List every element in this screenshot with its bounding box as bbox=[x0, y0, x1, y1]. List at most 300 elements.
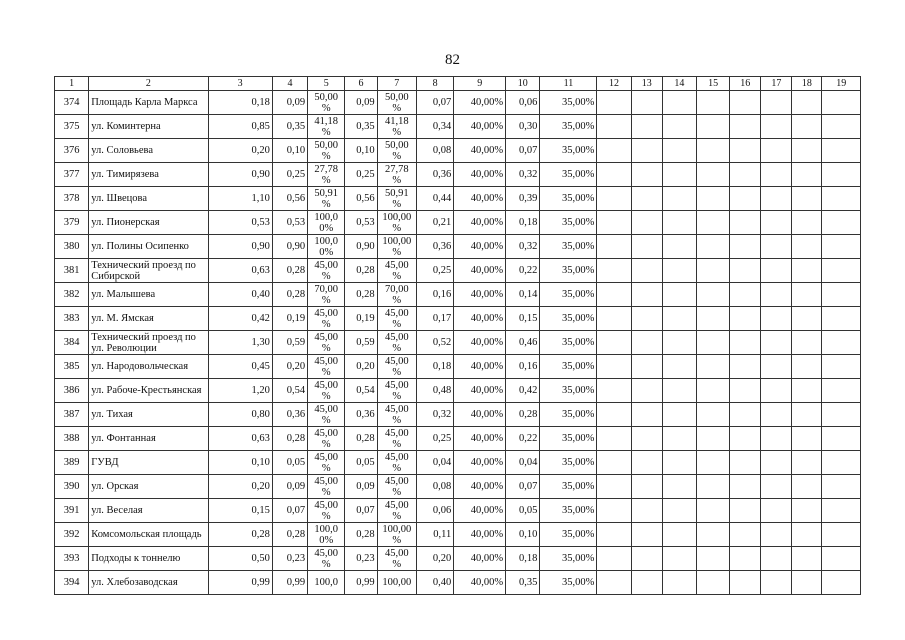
empty-cell bbox=[730, 475, 761, 499]
empty-cell bbox=[761, 139, 792, 163]
table-row bbox=[55, 523, 861, 547]
table-row bbox=[55, 403, 861, 427]
empty-cell bbox=[792, 283, 822, 307]
empty-cell bbox=[822, 475, 861, 499]
table-cell: ГУВД bbox=[89, 451, 208, 475]
table-cell: Подходы к тоннелю bbox=[89, 547, 208, 571]
table-cell: 389 bbox=[55, 451, 89, 475]
column-header: 14 bbox=[662, 77, 696, 91]
table-row bbox=[55, 571, 861, 595]
empty-cell bbox=[792, 235, 822, 259]
table-cell: 0,59 bbox=[345, 331, 377, 355]
table-cell: 45,00 % bbox=[308, 259, 345, 283]
table-cell: 0,09 bbox=[272, 475, 307, 499]
table-row bbox=[55, 235, 861, 259]
empty-cell bbox=[631, 523, 662, 547]
table-cell: 0,90 bbox=[208, 163, 272, 187]
table-cell: 0,40 bbox=[208, 283, 272, 307]
empty-cell bbox=[761, 211, 792, 235]
table-cell: 45,00 % bbox=[377, 331, 416, 355]
table-cell: 0,07 bbox=[506, 475, 540, 499]
table-cell: 387 bbox=[55, 403, 89, 427]
table-row bbox=[55, 283, 861, 307]
table-cell: ул. Тимирязева bbox=[89, 163, 208, 187]
empty-cell bbox=[822, 115, 861, 139]
table-cell: 100,00 % bbox=[377, 235, 416, 259]
table-cell: 45,00 % bbox=[377, 379, 416, 403]
empty-cell bbox=[597, 475, 631, 499]
table-cell: 0,54 bbox=[272, 379, 307, 403]
empty-cell bbox=[730, 187, 761, 211]
empty-cell bbox=[696, 139, 729, 163]
empty-cell bbox=[822, 451, 861, 475]
table-cell: 35,00% bbox=[540, 379, 597, 403]
table-row bbox=[55, 331, 861, 355]
table-cell: 0,99 bbox=[208, 571, 272, 595]
empty-cell bbox=[792, 91, 822, 115]
table-cell: 45,00 % bbox=[308, 331, 345, 355]
table-cell: 390 bbox=[55, 475, 89, 499]
table-cell: 40,00% bbox=[454, 235, 506, 259]
empty-cell bbox=[696, 187, 729, 211]
column-header: 5 bbox=[308, 77, 345, 91]
empty-cell bbox=[662, 211, 696, 235]
empty-cell bbox=[631, 475, 662, 499]
empty-cell bbox=[597, 91, 631, 115]
empty-cell bbox=[730, 91, 761, 115]
table-cell: 0,11 bbox=[416, 523, 453, 547]
table-cell: 100,00 bbox=[377, 571, 416, 595]
table-cell: 45,00 % bbox=[377, 403, 416, 427]
column-header: 1 bbox=[55, 77, 89, 91]
column-header: 3 bbox=[208, 77, 272, 91]
empty-cell bbox=[730, 403, 761, 427]
empty-cell bbox=[597, 283, 631, 307]
table-cell: 1,20 bbox=[208, 379, 272, 403]
empty-cell bbox=[822, 379, 861, 403]
table-cell: 0,53 bbox=[345, 211, 377, 235]
empty-cell bbox=[696, 475, 729, 499]
table-cell: Технический проезд по Сибирской bbox=[89, 259, 208, 283]
table-cell: 0,16 bbox=[416, 283, 453, 307]
table-cell: 382 bbox=[55, 283, 89, 307]
empty-cell bbox=[696, 379, 729, 403]
table-cell: 35,00% bbox=[540, 211, 597, 235]
empty-cell bbox=[597, 211, 631, 235]
table-cell: 0,90 bbox=[345, 235, 377, 259]
empty-cell bbox=[792, 523, 822, 547]
empty-cell bbox=[761, 187, 792, 211]
table-cell: 50,91 % bbox=[308, 187, 345, 211]
table-cell: ул. Малышева bbox=[89, 283, 208, 307]
empty-cell bbox=[730, 499, 761, 523]
table-cell: 40,00% bbox=[454, 427, 506, 451]
empty-cell bbox=[761, 331, 792, 355]
table-cell: 0,28 bbox=[345, 283, 377, 307]
empty-cell bbox=[631, 379, 662, 403]
table-cell: 0,25 bbox=[345, 163, 377, 187]
table-row bbox=[55, 379, 861, 403]
table-cell: 0,36 bbox=[345, 403, 377, 427]
table-cell: 0,09 bbox=[345, 91, 377, 115]
table-cell: ул. Веселая bbox=[89, 499, 208, 523]
empty-cell bbox=[662, 307, 696, 331]
table-cell: 40,00% bbox=[454, 523, 506, 547]
table-cell: 27,78 % bbox=[377, 163, 416, 187]
table-cell: 0,22 bbox=[506, 427, 540, 451]
column-header: 10 bbox=[506, 77, 540, 91]
empty-cell bbox=[662, 163, 696, 187]
empty-cell bbox=[631, 139, 662, 163]
table-cell: 0,50 bbox=[208, 547, 272, 571]
table-cell: 0,28 bbox=[272, 427, 307, 451]
table-row bbox=[55, 115, 861, 139]
table-cell: 0,19 bbox=[345, 307, 377, 331]
table-cell: 0,28 bbox=[208, 523, 272, 547]
empty-cell bbox=[792, 499, 822, 523]
table-cell: 0,39 bbox=[506, 187, 540, 211]
table-cell: 0,28 bbox=[272, 523, 307, 547]
table-cell: 40,00% bbox=[454, 331, 506, 355]
table-cell: 45,00 % bbox=[308, 451, 345, 475]
empty-cell bbox=[761, 355, 792, 379]
empty-cell bbox=[631, 499, 662, 523]
empty-cell bbox=[631, 355, 662, 379]
empty-cell bbox=[662, 523, 696, 547]
table-cell: 45,00 % bbox=[308, 307, 345, 331]
empty-cell bbox=[761, 403, 792, 427]
table-cell: 1,30 bbox=[208, 331, 272, 355]
table-cell: 35,00% bbox=[540, 307, 597, 331]
empty-cell bbox=[696, 163, 729, 187]
table-row bbox=[55, 211, 861, 235]
column-header: 15 bbox=[696, 77, 729, 91]
empty-cell bbox=[597, 259, 631, 283]
empty-cell bbox=[631, 211, 662, 235]
table-cell: 100,00 % bbox=[377, 523, 416, 547]
empty-cell bbox=[730, 379, 761, 403]
empty-cell bbox=[631, 163, 662, 187]
table-cell: ул. Орская bbox=[89, 475, 208, 499]
table-cell: 45,00 % bbox=[308, 547, 345, 571]
table-cell: 35,00% bbox=[540, 235, 597, 259]
table-cell: ул. М. Ямская bbox=[89, 307, 208, 331]
table-cell: 0,46 bbox=[506, 331, 540, 355]
table-cell: 0,18 bbox=[416, 355, 453, 379]
table-cell: 50,00 % bbox=[308, 91, 345, 115]
table-cell: 40,00% bbox=[454, 379, 506, 403]
table-row bbox=[55, 475, 861, 499]
empty-cell bbox=[730, 211, 761, 235]
table-cell: 40,00% bbox=[454, 307, 506, 331]
table-cell: 41,18 % bbox=[308, 115, 345, 139]
table-cell: 35,00% bbox=[540, 91, 597, 115]
column-header: 18 bbox=[792, 77, 822, 91]
page-number: 82 bbox=[445, 52, 460, 68]
empty-cell bbox=[696, 547, 729, 571]
empty-cell bbox=[662, 355, 696, 379]
table-cell: 35,00% bbox=[540, 499, 597, 523]
column-header: 2 bbox=[89, 77, 208, 91]
table-cell: 0,44 bbox=[416, 187, 453, 211]
empty-cell bbox=[792, 115, 822, 139]
table-cell: 40,00% bbox=[454, 355, 506, 379]
empty-cell bbox=[631, 403, 662, 427]
table-cell: 0,63 bbox=[208, 259, 272, 283]
table-cell: 100,0 0% bbox=[308, 235, 345, 259]
table-cell: 40,00% bbox=[454, 571, 506, 595]
table-cell: 0,28 bbox=[345, 523, 377, 547]
table-cell: 0,42 bbox=[208, 307, 272, 331]
table-cell: 377 bbox=[55, 163, 89, 187]
table-cell: 0,05 bbox=[506, 499, 540, 523]
table-cell: 385 bbox=[55, 355, 89, 379]
empty-cell bbox=[792, 427, 822, 451]
table-cell: 45,00 % bbox=[377, 475, 416, 499]
table-cell: 0,63 bbox=[208, 427, 272, 451]
table-cell: 70,00 % bbox=[377, 283, 416, 307]
table-cell: 40,00% bbox=[454, 91, 506, 115]
table-cell: 35,00% bbox=[540, 187, 597, 211]
empty-cell bbox=[730, 547, 761, 571]
table-row bbox=[55, 163, 861, 187]
table-cell: 35,00% bbox=[540, 571, 597, 595]
empty-cell bbox=[792, 571, 822, 595]
empty-cell bbox=[792, 187, 822, 211]
table-cell: 35,00% bbox=[540, 283, 597, 307]
table-cell: 380 bbox=[55, 235, 89, 259]
table-cell: 100,00 % bbox=[377, 211, 416, 235]
empty-cell bbox=[597, 379, 631, 403]
table-cell: 50,91 % bbox=[377, 187, 416, 211]
empty-cell bbox=[761, 427, 792, 451]
table-cell: 0,07 bbox=[506, 139, 540, 163]
empty-cell bbox=[822, 499, 861, 523]
empty-cell bbox=[696, 331, 729, 355]
table-cell: 0,17 bbox=[416, 307, 453, 331]
table-cell: 0,28 bbox=[272, 283, 307, 307]
empty-cell bbox=[696, 91, 729, 115]
empty-cell bbox=[761, 307, 792, 331]
table-cell: 393 bbox=[55, 547, 89, 571]
empty-cell bbox=[631, 571, 662, 595]
table-cell: 0,23 bbox=[345, 547, 377, 571]
empty-cell bbox=[696, 403, 729, 427]
table-cell: 40,00% bbox=[454, 139, 506, 163]
table-cell: 0,18 bbox=[506, 211, 540, 235]
table-cell: 0,06 bbox=[416, 499, 453, 523]
empty-cell bbox=[822, 235, 861, 259]
table-cell: 0,21 bbox=[416, 211, 453, 235]
empty-cell bbox=[597, 331, 631, 355]
empty-cell bbox=[662, 331, 696, 355]
table-cell: 0,32 bbox=[506, 235, 540, 259]
empty-cell bbox=[662, 115, 696, 139]
table-cell: 50,00 % bbox=[308, 139, 345, 163]
table-cell: 386 bbox=[55, 379, 89, 403]
table-body bbox=[55, 91, 861, 595]
empty-cell bbox=[730, 523, 761, 547]
table-cell: 0,28 bbox=[272, 259, 307, 283]
table-cell: ул. Хлебозаводская bbox=[89, 571, 208, 595]
table-cell: 0,18 bbox=[506, 547, 540, 571]
empty-cell bbox=[761, 451, 792, 475]
empty-cell bbox=[662, 571, 696, 595]
empty-cell bbox=[822, 139, 861, 163]
table-cell: 0,14 bbox=[506, 283, 540, 307]
table-cell: 50,00 % bbox=[377, 139, 416, 163]
empty-cell bbox=[761, 91, 792, 115]
empty-cell bbox=[792, 259, 822, 283]
table-cell: 45,00 % bbox=[377, 547, 416, 571]
empty-cell bbox=[730, 259, 761, 283]
table-cell: 45,00 % bbox=[377, 355, 416, 379]
table-cell: 45,00 % bbox=[308, 379, 345, 403]
table-cell: 0,42 bbox=[506, 379, 540, 403]
table-cell: 35,00% bbox=[540, 403, 597, 427]
table-cell: 27,78 % bbox=[308, 163, 345, 187]
table-cell: 0,07 bbox=[416, 91, 453, 115]
empty-cell bbox=[761, 115, 792, 139]
table-row bbox=[55, 451, 861, 475]
table-cell: 0,10 bbox=[506, 523, 540, 547]
empty-cell bbox=[730, 331, 761, 355]
table-cell: 41,18 % bbox=[377, 115, 416, 139]
table-cell: 0,07 bbox=[272, 499, 307, 523]
empty-cell bbox=[761, 523, 792, 547]
empty-cell bbox=[662, 379, 696, 403]
empty-cell bbox=[662, 499, 696, 523]
table-cell: 35,00% bbox=[540, 427, 597, 451]
table-cell: 383 bbox=[55, 307, 89, 331]
empty-cell bbox=[597, 451, 631, 475]
empty-cell bbox=[662, 547, 696, 571]
empty-cell bbox=[792, 403, 822, 427]
table-cell: 0,48 bbox=[416, 379, 453, 403]
table-cell: ул. Тихая bbox=[89, 403, 208, 427]
table-cell: 0,04 bbox=[506, 451, 540, 475]
table-cell: 45,00 % bbox=[377, 259, 416, 283]
empty-cell bbox=[631, 115, 662, 139]
table-cell: 40,00% bbox=[454, 451, 506, 475]
table-cell: ул. Пионерская bbox=[89, 211, 208, 235]
empty-cell bbox=[696, 451, 729, 475]
table-cell: 388 bbox=[55, 427, 89, 451]
empty-cell bbox=[822, 283, 861, 307]
table-cell: 0,20 bbox=[416, 547, 453, 571]
table-cell: 45,00 % bbox=[377, 451, 416, 475]
empty-cell bbox=[662, 451, 696, 475]
empty-cell bbox=[696, 235, 729, 259]
empty-cell bbox=[730, 115, 761, 139]
data-table bbox=[54, 76, 861, 595]
table-cell: 381 bbox=[55, 259, 89, 283]
table-row bbox=[55, 259, 861, 283]
empty-cell bbox=[822, 211, 861, 235]
empty-cell bbox=[631, 427, 662, 451]
table-cell: 45,00 % bbox=[308, 475, 345, 499]
empty-cell bbox=[761, 475, 792, 499]
empty-cell bbox=[631, 331, 662, 355]
empty-cell bbox=[822, 187, 861, 211]
table-cell: 0,20 bbox=[345, 355, 377, 379]
table-cell: 0,90 bbox=[272, 235, 307, 259]
empty-cell bbox=[761, 499, 792, 523]
column-header: 13 bbox=[631, 77, 662, 91]
table-cell: 0,10 bbox=[208, 451, 272, 475]
empty-cell bbox=[822, 427, 861, 451]
empty-cell bbox=[696, 355, 729, 379]
table-cell: 100,0 0% bbox=[308, 211, 345, 235]
table-cell: 0,90 bbox=[208, 235, 272, 259]
table-cell: 1,10 bbox=[208, 187, 272, 211]
empty-cell bbox=[696, 499, 729, 523]
empty-cell bbox=[696, 427, 729, 451]
empty-cell bbox=[792, 475, 822, 499]
header-row bbox=[55, 77, 861, 91]
table-cell: 0,36 bbox=[272, 403, 307, 427]
table-cell: 0,52 bbox=[416, 331, 453, 355]
table-cell: 0,40 bbox=[416, 571, 453, 595]
table-cell: 0,28 bbox=[345, 427, 377, 451]
empty-cell bbox=[792, 139, 822, 163]
table-cell: 40,00% bbox=[454, 211, 506, 235]
empty-cell bbox=[597, 355, 631, 379]
table-cell: 40,00% bbox=[454, 547, 506, 571]
empty-cell bbox=[761, 163, 792, 187]
table-cell: 35,00% bbox=[540, 163, 597, 187]
table-cell: 0,36 bbox=[416, 235, 453, 259]
table-cell: 0,54 bbox=[345, 379, 377, 403]
empty-cell bbox=[792, 379, 822, 403]
empty-cell bbox=[730, 307, 761, 331]
table-cell: 394 bbox=[55, 571, 89, 595]
column-header: 11 bbox=[540, 77, 597, 91]
table-cell: 0,32 bbox=[506, 163, 540, 187]
table-cell: 35,00% bbox=[540, 451, 597, 475]
empty-cell bbox=[662, 259, 696, 283]
table-cell: 35,00% bbox=[540, 331, 597, 355]
table-cell: 35,00% bbox=[540, 355, 597, 379]
table-cell: 35,00% bbox=[540, 547, 597, 571]
table-cell: 100,0 0% bbox=[308, 523, 345, 547]
empty-cell bbox=[822, 523, 861, 547]
empty-cell bbox=[696, 115, 729, 139]
table-cell: 40,00% bbox=[454, 115, 506, 139]
table-cell: 40,00% bbox=[454, 403, 506, 427]
table-cell: 0,56 bbox=[272, 187, 307, 211]
column-header: 17 bbox=[761, 77, 792, 91]
table-cell: 391 bbox=[55, 499, 89, 523]
table-row bbox=[55, 427, 861, 451]
empty-cell bbox=[631, 547, 662, 571]
table-cell: 0,36 bbox=[416, 163, 453, 187]
table-cell: 35,00% bbox=[540, 259, 597, 283]
empty-cell bbox=[662, 427, 696, 451]
table-cell: 0,07 bbox=[345, 499, 377, 523]
table-cell: 50,00 % bbox=[377, 91, 416, 115]
column-header: 19 bbox=[822, 77, 861, 91]
empty-cell bbox=[696, 307, 729, 331]
table-cell: 0,09 bbox=[345, 475, 377, 499]
table-header bbox=[55, 77, 861, 91]
empty-cell bbox=[730, 355, 761, 379]
table-cell: 45,00 % bbox=[377, 307, 416, 331]
empty-cell bbox=[696, 571, 729, 595]
table-cell: 379 bbox=[55, 211, 89, 235]
empty-cell bbox=[662, 187, 696, 211]
empty-cell bbox=[662, 283, 696, 307]
